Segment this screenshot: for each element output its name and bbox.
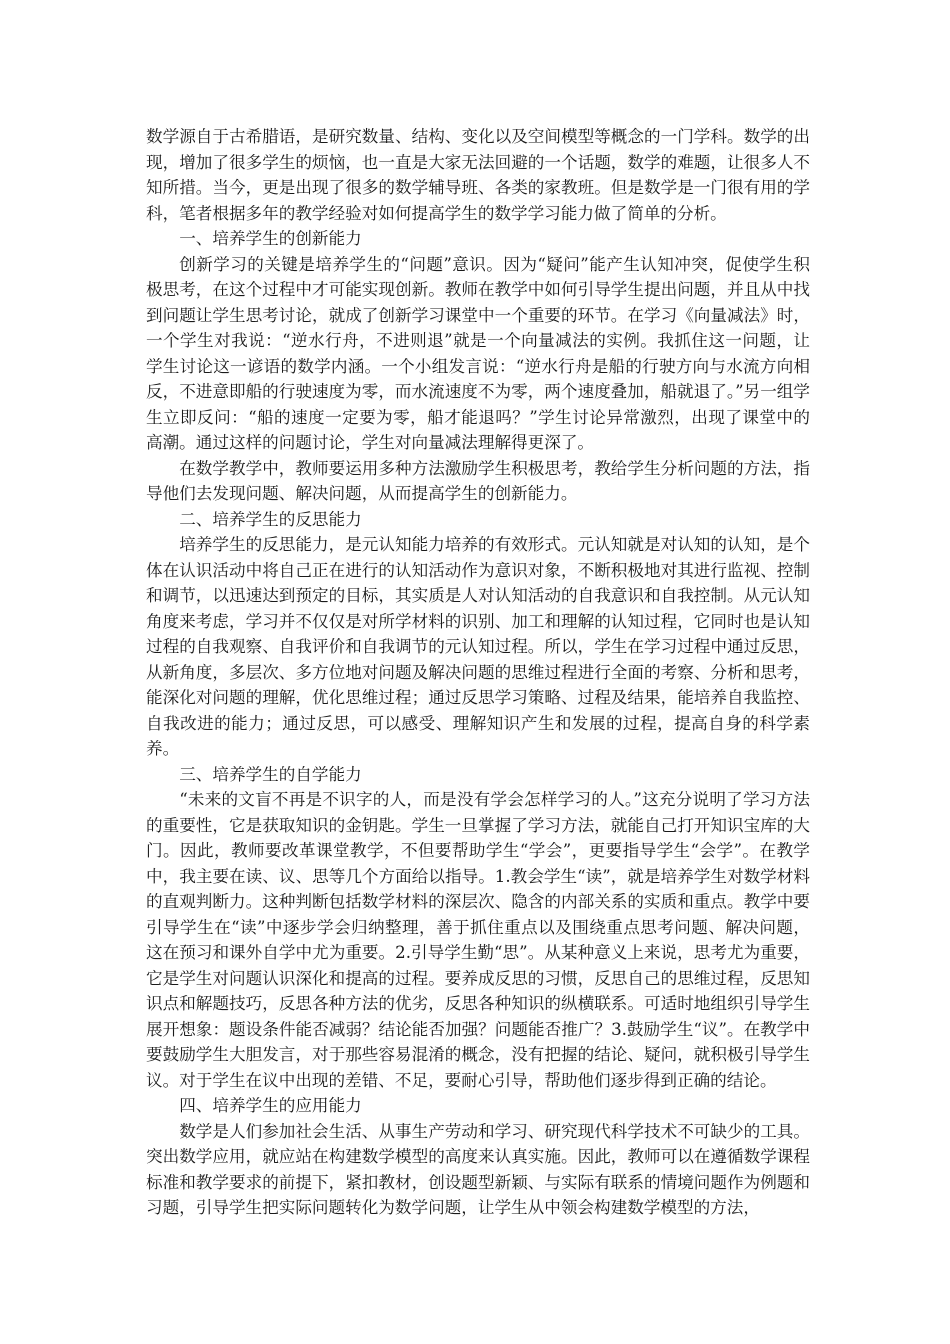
intro-paragraph: 数学源自于古希腊语，是研究数量、结构、变化以及空间模型等概念的一门学科。数学的出现，增加了很多学生的烦恼，也一直是大家无法回避的一个话题，数学的难题，让很多人不知所措。当今，更是出现了很多的数学辅导班、各类的家教班。但是数学是一门很有用的学科，笔者根据多年的教学经验对如何提高学生的数学学习能力做了简单的分析。 (146, 127, 810, 223)
document-body (146, 124, 810, 1221)
paragraph-innovation-2: 在数学教学中，教师要运用多种方法激励学生积极思考，教给学生分析问题的方法，指导他们去发现问题、解决问题，从而提高学生的创新能力。 (146, 458, 810, 503)
section-heading-reflection: 二、培养学生的反思能力 (179, 509, 362, 529)
section-heading-innovation: 一、培养学生的创新能力 (179, 229, 362, 248)
paragraph-self-study: “未来的文盲不再是不识字的人，而是没有学会怎样学习的人。”这充分说明了学习方法的重要性，它是获取知识的金钥匙。学生一旦掌握了学习方法，就能自己打开知识宝库的大门。因此，教师要改革课堂教学，不但要帮助学生“学会”，更要指导学生“会学”。在教学中，我主要在读、议、思等几个方面给以指导。1.教会学生“读”，就是培养学生对数学材料的直观判断力。这种判断包括数学材料的深层次、隐含的内部关系的实质和重点。教学中要引导学生在“读”中逐步学会归纳整理，善于抓住重点以及围绕重点思考问题、解决问题，这在预习和课外自学中尤为重要。2.引导学生勤“思”。从某种意义上来说，思考尤为重要，它是学生对问题认识深化和提高的过程。要养成反思的习惯，反思自己的思维过程，反思知识点和解题技巧，反思各种方法的优劣，反思各种知识的纵横联系。可适时地组织引导学生展开想象：题设条件能否减弱？结论能否加强？问题能否推广？3.鼓励学生“议”。在教学中要鼓励学生大胆发言，对于那些容易混淆的概念，没有把握的结论、疑问，就积极引导学生议。对于学生在议中出现的差错、不足，要耐心引导，帮助他们逐步得到正确的结论。 (146, 790, 810, 1090)
section-heading-application: 四、培养学生的应用能力 (179, 1096, 362, 1115)
paragraph-innovation-1: 创新学习的关键是培养学生的“问题”意识。因为“疑问”能产生认知冲突，促使学生积极思考，在这个过程中才可能实现创新。教师在教学中如何引导学生提出问题，并且从中找到问题让学生思考讨论，就成了创新学习课堂中一个重要的环节。在学习《向量减法》时，一个学生对我说：“逆水行舟，不进则退”就是一个向量减法的实例。我抓住这一问题，让学生讨论这一谚语的数学内涵。一个小组发言说：“逆水行舟是船的行驶方向与水流方向相反，不进意即船的行驶速度为零，而水流速度不为零，两个速度叠加，船就退了。”另一组学生立即反问：“船的速度一定要为零，船才能退吗？”学生讨论异常激烈，出现了课堂中的高潮。通过这样的问题讨论，学生对向量减法理解得更深了。 (146, 254, 810, 452)
paragraph-application: 数学是人们参加社会生活、从事生产劳动和学习、研究现代科学技术不可缺少的工具。突出数学应用，就应站在构建数学模型的高度来认真实施。因此，教师可以在遵循数学课程标准和教学要求的前提下，紧扣教材，创设题型新颖、与实际有联系的情境问题作为例题和习题，引导学生把实际问题转化为数学问题，让学生从中领会构建数学模型的方法， (146, 1121, 810, 1217)
section-heading-self-study: 三、培养学生的自学能力 (179, 764, 362, 784)
paragraph-reflection: 培养学生的反思能力，是元认知能力培养的有效形式。元认知就是对认知的认知，是个体在认识活动中将自己正在进行的认知活动作为意识对象，不断积极地对其进行监视、控制和调节，以迅速达到预定的目标，其实质是人对认知活动的自我意识和自我控制。从元认知角度来考虑，学习并不仅仅是对所学材料的识别、加工和理解的认知过程，它同时也是认知过程的自我观察、自我评价和自我调节的元认知过程。所以，学生在学习过程中通过反思，从新角度，多层次、多方位地对问题及解决问题的思维过程进行全面的考察、分析和思考，能深化对问题的理解，优化思维过程；通过反思学习策略、过程及结果，能培养自我监控、自我改进的能力；通过反思，可以感受、理解知识产生和发展的过程，提高自身的科学素养。 (146, 535, 810, 758)
